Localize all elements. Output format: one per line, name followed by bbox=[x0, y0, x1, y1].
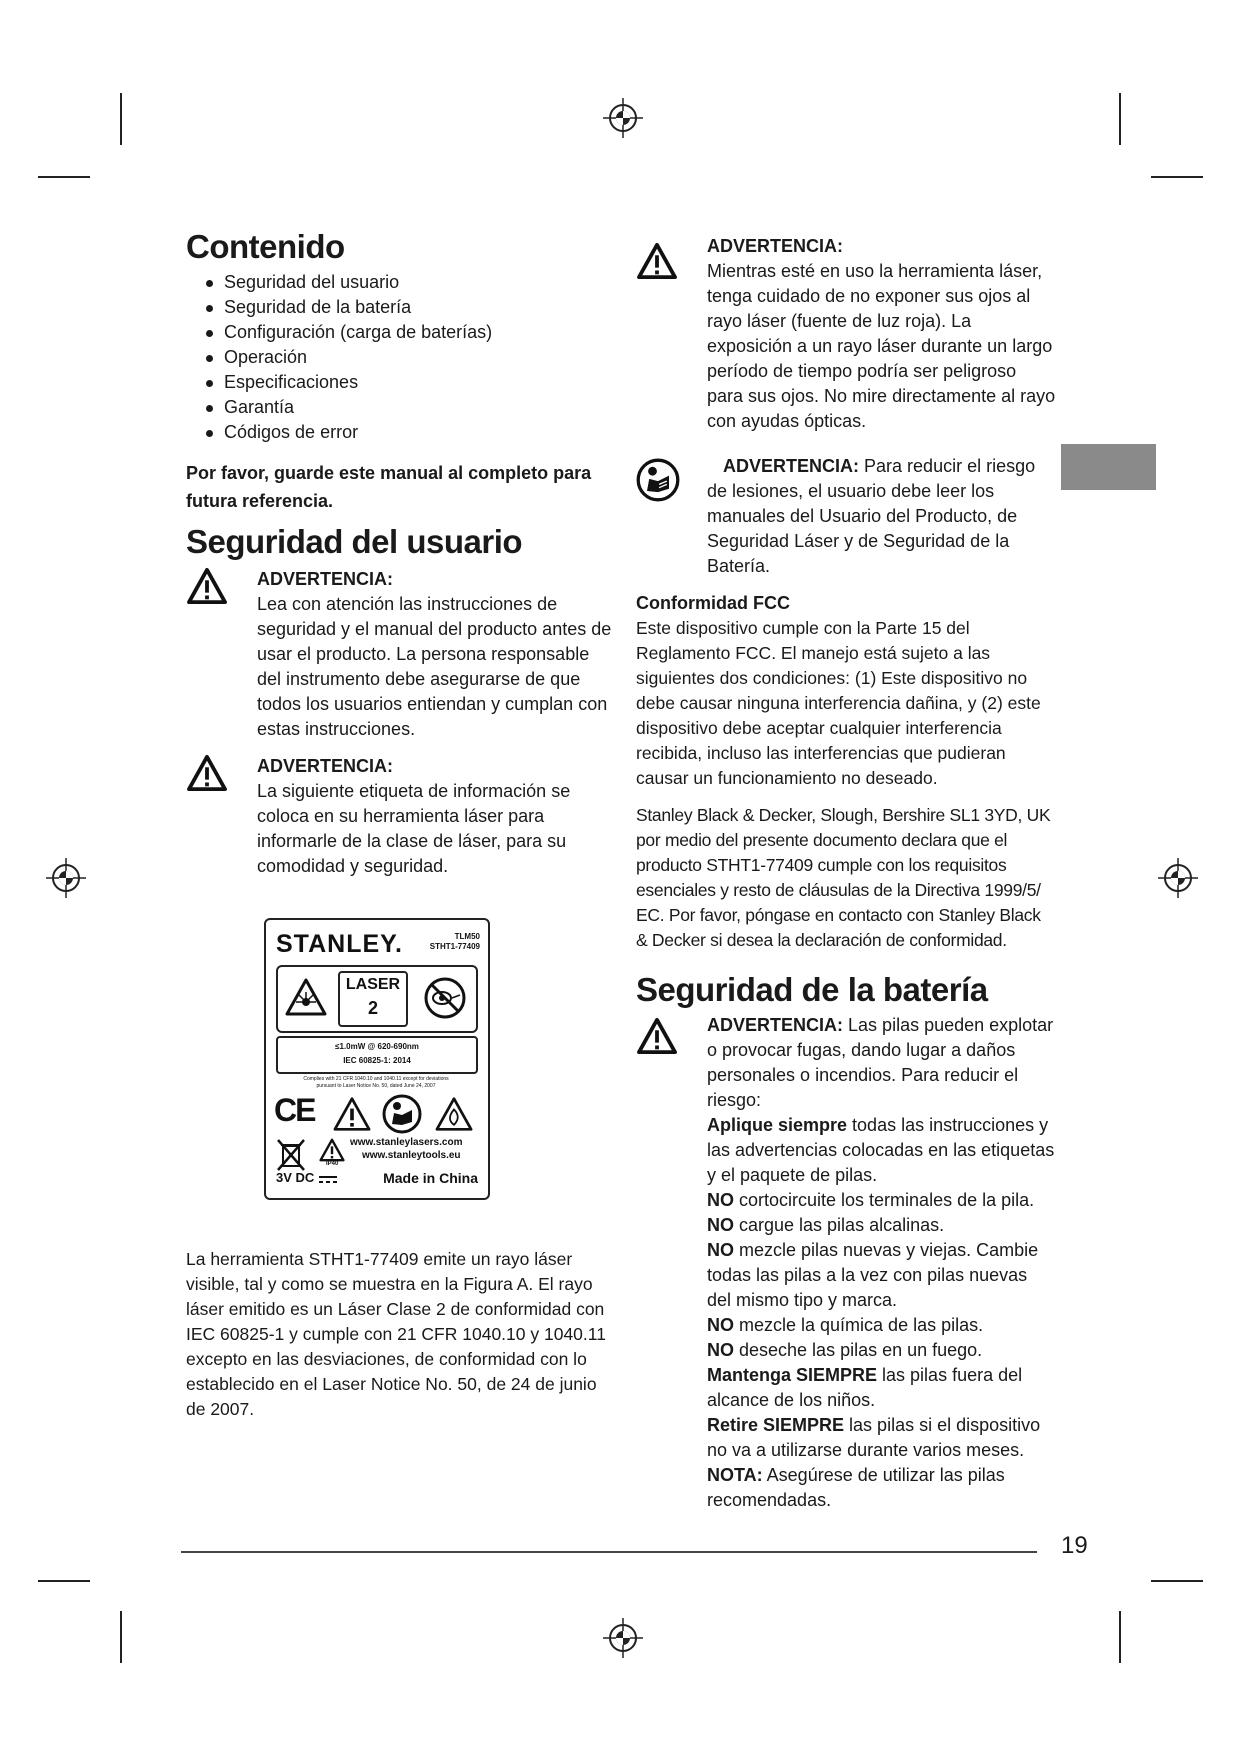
instruction-text: cortocircuite los terminales de la pila. bbox=[734, 1189, 1035, 1210]
instruction-text: mezcle pilas nuevas y viejas. Cambie todas las pilas a la vez con pilas nuevas del mismo tipo y marca. bbox=[707, 1239, 1039, 1310]
warning-body: Las pilas pueden explotar o provocar fugas, dando lugar a daños personales o incendios. Para reducir el riesgo: bbox=[707, 1014, 1054, 1110]
crop-mark-bottom-left bbox=[120, 1611, 122, 1663]
battery-instruction bbox=[707, 1113, 1056, 1188]
laser-info-label bbox=[264, 918, 490, 1200]
instruction-lead: NO bbox=[707, 1189, 734, 1210]
section-tab bbox=[1061, 444, 1156, 490]
fcc-title: Conformidad FCC bbox=[636, 593, 790, 613]
label-urls bbox=[350, 1136, 462, 1162]
user-safety-title: Seguridad del usuario bbox=[186, 522, 523, 560]
label-model-line2: STHT1-77409 bbox=[429, 942, 480, 951]
toc-item: Especificaciones bbox=[206, 370, 616, 395]
crop-mark-bottom-left-h bbox=[38, 1580, 90, 1582]
label-brand: STANLEY. bbox=[276, 930, 403, 958]
label-comply-line1: Complies with 21 CFR 1040.10 and 1040.11 except for deviations bbox=[303, 1076, 449, 1082]
label-url-2: www.stanleytools.eu bbox=[362, 1150, 461, 1161]
battery-instruction bbox=[707, 1188, 1056, 1213]
warning-body: Mientras esté en uso la herramienta láser, tenga cuidado de no exponer sus ojos al rayo láser (fuente de luz roja). La exposición a un rayo láser durante un largo período de tiempo podría ser peligroso para sus ojos. No mire directamente al rayo con ayudas ópticas. bbox=[707, 261, 1056, 431]
keep-manual-note: Por favor, guarde este manual al completo para futura referencia. bbox=[186, 462, 592, 511]
dc-symbol-icon bbox=[318, 1174, 338, 1184]
instruction-text: las pilas si el dispositivo no va a utilizarse durante varios meses. bbox=[707, 1414, 1041, 1460]
ce-mark: CE bbox=[274, 1092, 315, 1128]
instruction-text: las pilas fuera del alcance de los niños. bbox=[707, 1364, 1023, 1410]
crop-mark-bottom-right bbox=[1119, 1611, 1121, 1663]
warning-body: Lea con atención las instrucciones de seguridad y el manual del producto antes de usar el producto. La persona responsable del instrumento debe asegurarse de que todos los usuarios entiendan y cumplan con estas instrucciones. bbox=[257, 593, 612, 739]
warning-user-safety bbox=[186, 567, 616, 742]
warning-body: La siguiente etiqueta de información se coloca en su herramienta láser para informarle de la clase de láser, para su comodidad y seguridad. bbox=[257, 780, 571, 876]
toc-item: Garantía bbox=[206, 395, 616, 420]
instruction-text: Asegúrese de utilizar las pilas recomendadas. bbox=[707, 1464, 1005, 1510]
warning-triangle-icon bbox=[186, 567, 228, 605]
label-spec-box bbox=[276, 1036, 478, 1074]
label-voltage bbox=[276, 1170, 338, 1185]
battery-instruction bbox=[707, 1463, 1056, 1513]
warning-title: ADVERTENCIA: bbox=[707, 1014, 844, 1035]
instruction-text: deseche las pilas en un fuego. bbox=[734, 1339, 983, 1360]
laser-warning-icon bbox=[284, 977, 328, 1017]
right-column bbox=[636, 234, 1056, 1513]
label-made-in: Made in China bbox=[383, 1170, 478, 1186]
instruction-text: mezcle la química de las pilas. bbox=[734, 1314, 984, 1335]
warning-read-manuals-text bbox=[707, 454, 1056, 579]
label-url-1: www.stanleylasers.com bbox=[350, 1137, 463, 1148]
battery-instruction bbox=[707, 1213, 1056, 1238]
warning-title: ADVERTENCIA: bbox=[257, 755, 394, 776]
label-compliance-text bbox=[276, 1076, 476, 1090]
battery-safety-title: Seguridad de la batería bbox=[636, 971, 988, 1008]
battery-instruction bbox=[707, 1313, 1056, 1338]
registration-mark-icon bbox=[1158, 858, 1198, 898]
warning-triangle-icon bbox=[636, 242, 678, 280]
warning-title: ADVERTENCIA: bbox=[723, 456, 860, 476]
toc-item: Configuración (carga de baterías) bbox=[206, 320, 616, 345]
toc-item: Seguridad del usuario bbox=[206, 270, 616, 295]
instruction-text: cargue las pilas alcalinas. bbox=[734, 1214, 945, 1235]
crop-mark-top-right bbox=[1119, 93, 1121, 145]
table-of-contents bbox=[206, 270, 616, 445]
toc-item: Seguridad de la batería bbox=[206, 295, 616, 320]
registration-mark-icon bbox=[603, 98, 643, 138]
left-column bbox=[186, 228, 616, 879]
crop-mark-bottom-right-h bbox=[1151, 1580, 1203, 1582]
registration-mark-icon bbox=[46, 858, 86, 898]
label-laser-word-box bbox=[338, 971, 408, 1027]
warning-battery-text bbox=[707, 1013, 1056, 1113]
warning-label-info bbox=[186, 754, 616, 879]
instruction-lead: NO bbox=[707, 1339, 734, 1360]
label-ip-rating: IP40 bbox=[326, 1161, 339, 1167]
fcc-body: Este dispositivo cumple con la Parte 15 del Reglamento FCC. El manejo está sujeto a las siguientes dos condiciones: (1) Este dispositivo no debe causar ninguna interferencia dañina, y (2) este dispositivo debe aceptar cualquier interferencia recibida, incluso las interferencias que pudieran causar un funcionamiento no deseado. bbox=[636, 618, 1041, 788]
warning-title: ADVERTENCIA: bbox=[257, 568, 394, 589]
warning-battery bbox=[636, 1013, 1056, 1513]
read-manual-icon bbox=[382, 1094, 422, 1134]
label-laser-word: LASER bbox=[345, 976, 401, 993]
fcc-section bbox=[636, 591, 1056, 791]
crop-mark-top-left-h bbox=[38, 176, 90, 178]
warning-body: Para reducir el riesgo de lesiones, el usuario debe leer los manuales del Usuario del Producto, de Seguridad Láser y de Seguridad de la Batería. bbox=[707, 456, 1036, 576]
declaration-paragraph: Stanley Black & Decker, Slough, Bershire SL1 3YD, UK por medio del presente documento declara que el producto STHT1-77409 cumple con los requisitos esenciales y resto de cláusulas de la Directiva 1999/5/ EC. Por favor, póngase en contacto con Stanley Black & Decker si desea la declaración de conformidad. bbox=[636, 805, 1051, 950]
warning-triangle-icon bbox=[318, 1138, 346, 1162]
fire-hazard-icon bbox=[434, 1096, 474, 1132]
battery-instruction bbox=[707, 1238, 1056, 1313]
warning-triangle-icon bbox=[332, 1096, 372, 1132]
instruction-lead: NOTA: bbox=[707, 1464, 763, 1485]
label-spec-line1: ≤1.0mW @ 620-690nm bbox=[335, 1042, 419, 1051]
warning-eye-exposure bbox=[636, 234, 1056, 434]
toc-item: Códigos de error bbox=[206, 420, 616, 445]
instruction-text: todas las instrucciones y las advertencias colocadas en las etiquetas y el paquete de pilas. bbox=[707, 1114, 1055, 1185]
registration-mark-icon bbox=[603, 1618, 643, 1658]
crop-mark-top-left bbox=[120, 93, 122, 145]
toc-item: Operación bbox=[206, 345, 616, 370]
label-laser-class: 2 bbox=[367, 998, 378, 1018]
warning-triangle-icon bbox=[636, 1017, 678, 1055]
instruction-lead: Mantenga SIEMPRE bbox=[707, 1364, 878, 1385]
instruction-lead: NO bbox=[707, 1314, 734, 1335]
label-comply-line2: pursuant to Laser Notice No. 50, dated June 24, 2007 bbox=[316, 1083, 436, 1089]
battery-instruction bbox=[707, 1363, 1056, 1413]
label-model bbox=[430, 932, 480, 952]
crop-mark-top-right-h bbox=[1151, 176, 1203, 178]
label-spec-line2: IEC 60825-1: 2014 bbox=[343, 1056, 411, 1065]
warning-triangle-icon bbox=[186, 754, 228, 792]
label-model-line1: TLM50 bbox=[454, 932, 480, 941]
no-eye-exposure-icon bbox=[422, 975, 468, 1021]
battery-instruction bbox=[707, 1338, 1056, 1363]
instruction-lead: NO bbox=[707, 1214, 734, 1235]
instruction-lead: Retire SIEMPRE bbox=[707, 1414, 845, 1435]
instruction-lead: Aplique siempre bbox=[707, 1114, 848, 1135]
laser-compliance-paragraph: La herramienta STHT1-77409 emite un rayo láser visible, tal y como se muestra en la Figura A. El rayo láser emitido es un Láser Clase 2 de conformidad con IEC 60825-1 y cumple con 21 CFR 1040.10 y 1040.11 excepto en las desviaciones, de conformidad con lo establecido en el Laser Notice No. 50, de 24 de junio de 2007. bbox=[186, 1249, 606, 1419]
weee-bin-icon bbox=[276, 1138, 306, 1172]
warning-read-manuals bbox=[636, 454, 1056, 579]
footer-rule bbox=[181, 1551, 1037, 1553]
read-manual-icon bbox=[636, 458, 680, 502]
contents-title: Contenido bbox=[186, 228, 345, 265]
battery-instruction bbox=[707, 1413, 1056, 1463]
instruction-lead: NO bbox=[707, 1239, 734, 1260]
label-laser-class-box bbox=[276, 965, 478, 1033]
page-number: 19 bbox=[1061, 1532, 1088, 1559]
warning-title: ADVERTENCIA: bbox=[707, 236, 844, 256]
label-voltage-text: 3V DC bbox=[276, 1170, 315, 1185]
